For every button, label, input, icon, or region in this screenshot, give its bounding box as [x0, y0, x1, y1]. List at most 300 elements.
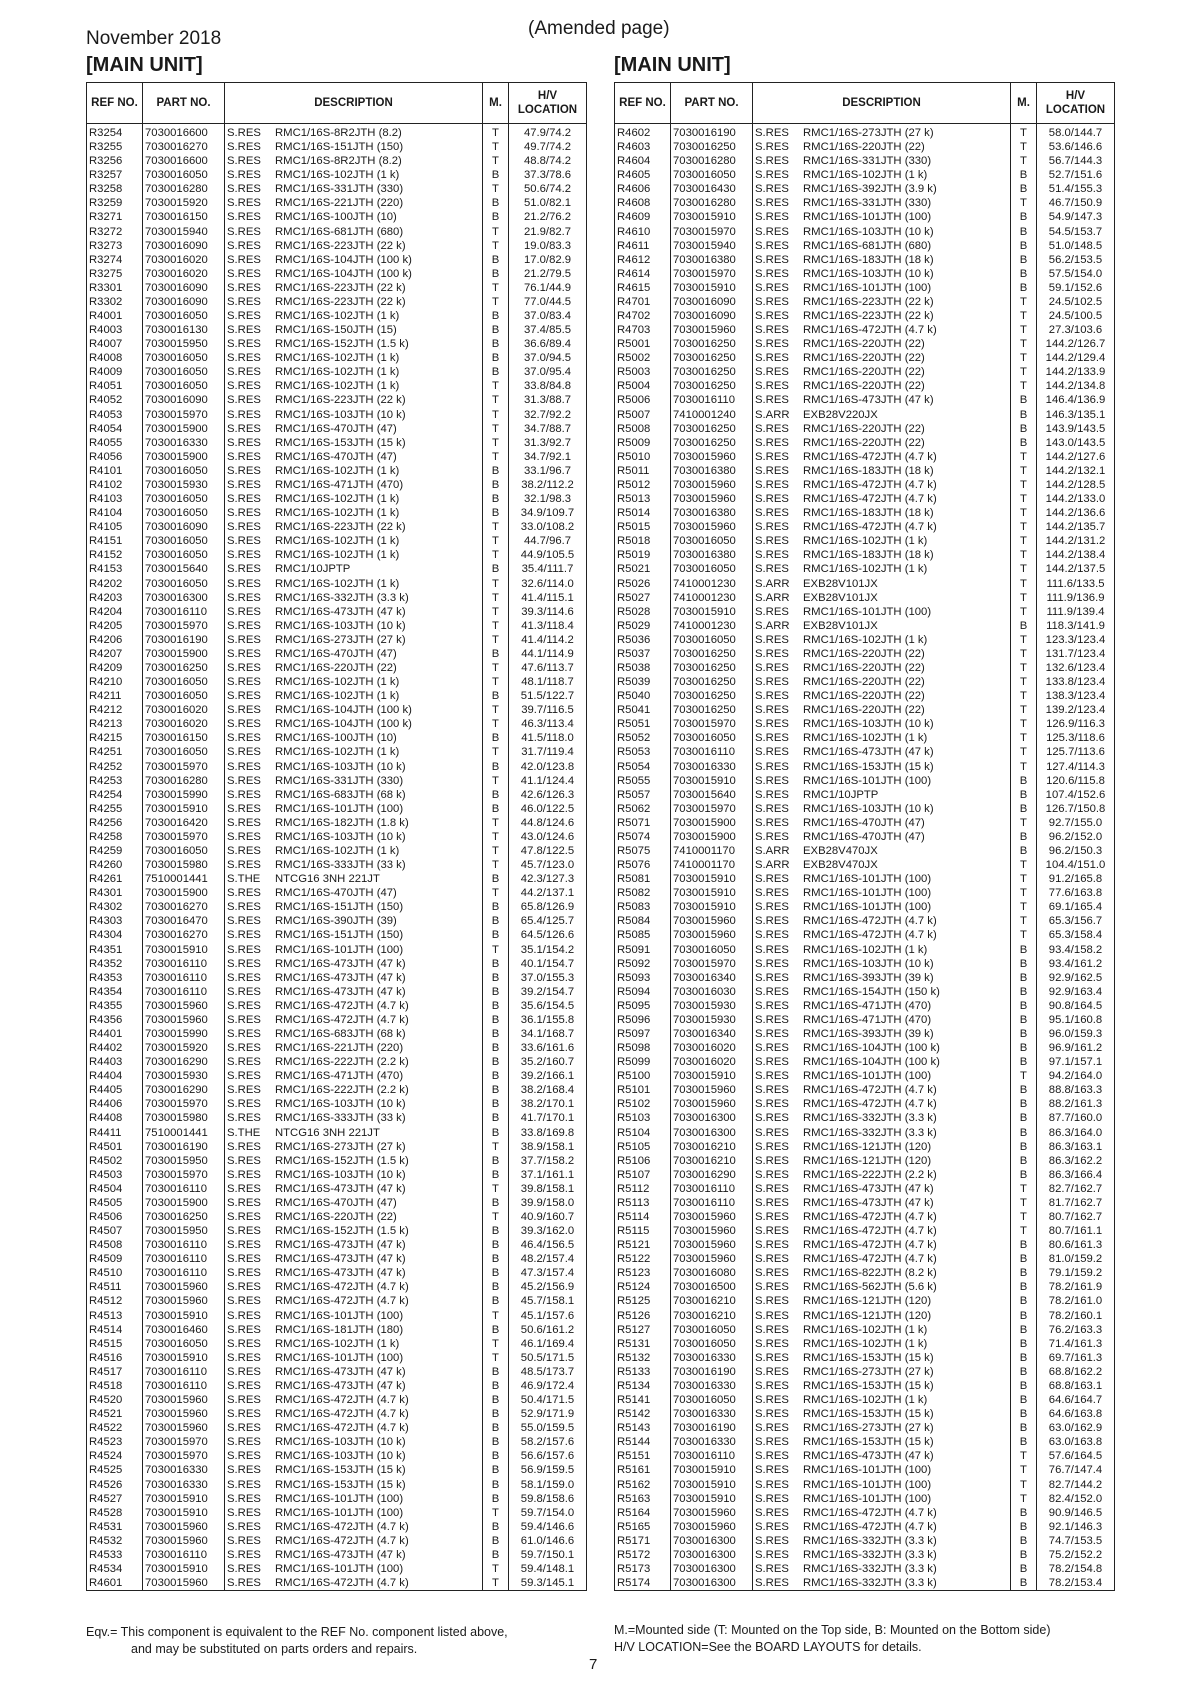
table-row: [615, 1196, 1115, 1210]
part-number-cell: 7030015640: [671, 788, 753, 802]
mounted-side-cell: B: [483, 928, 509, 942]
component-type: S.RES: [227, 1028, 261, 1040]
part-number-cell: 7030015910: [143, 1506, 225, 1520]
part-number-cell: 7030015960: [671, 450, 753, 464]
hv-location-cell: 57.5/154.0: [1037, 267, 1115, 281]
ref-cell: R5113: [615, 1196, 671, 1210]
description-cell: [225, 647, 483, 661]
component-type: S.RES: [755, 1182, 789, 1195]
component-description: RMC1/16S-473JTH (47 k): [803, 1182, 934, 1195]
hv-location-cell: 39.2/154.7: [509, 985, 587, 999]
component-type: S.RES: [755, 422, 789, 435]
mounted-side-cell: T: [1011, 534, 1037, 548]
component-description: RMC1/16S-153JTH (15 k): [803, 1436, 934, 1449]
component-description: RMC1/16S-472JTH (4.7 k): [275, 1422, 409, 1435]
component-description: EXB28V101JX: [803, 619, 878, 632]
footnote-hv-location: H/V LOCATION=See the BOARD LAYOUTS for details.: [614, 1640, 922, 1654]
component-description: RMC1/16S-473JTH (47 k): [275, 1365, 406, 1378]
ref-cell: R3271: [87, 210, 143, 224]
description-cell: [225, 1041, 483, 1055]
component-description: RMC1/16S-470JTH (47): [275, 422, 397, 435]
table-row: [615, 253, 1115, 267]
ref-cell: R5132: [615, 1351, 671, 1365]
hv-location-cell: 131.7/123.4: [1037, 647, 1115, 661]
description-cell: [753, 985, 1011, 999]
hv-location-cell: 96.2/152.0: [1037, 830, 1115, 844]
part-number-cell: 7030015960: [671, 323, 753, 337]
footnote-equivalent-line1: Eqv.= This component is equivalent to the REF No. component listed above,: [86, 1625, 508, 1639]
hv-location-cell: 68.8/162.2: [1037, 1365, 1115, 1379]
ref-cell: R3272: [87, 225, 143, 239]
hv-location-cell: 37.3/78.6: [509, 168, 587, 182]
hv-location-cell: 44.7/96.7: [509, 534, 587, 548]
hv-location-cell: 92.9/163.4: [1037, 985, 1115, 999]
hv-location-cell: 138.3/123.4: [1037, 689, 1115, 703]
part-number-cell: 7410001230: [671, 591, 753, 605]
description-cell: [753, 788, 1011, 802]
table-row: [615, 999, 1115, 1013]
component-type: S.RES: [227, 802, 261, 815]
table-row: [87, 182, 587, 196]
component-description: RMC1/16S-223JTH (22 k): [803, 295, 934, 308]
mounted-side-cell: T: [483, 816, 509, 830]
part-number-cell: 7030015930: [671, 1013, 753, 1027]
part-number-cell: 7030015960: [143, 999, 225, 1013]
description-cell: [225, 309, 483, 323]
mounted-side-cell: T: [1011, 140, 1037, 154]
description-cell: [225, 914, 483, 928]
part-number-cell: 7030015970: [671, 957, 753, 971]
description-cell: [225, 1238, 483, 1252]
component-type: S.RES: [227, 1577, 261, 1590]
description-cell: [753, 1126, 1011, 1140]
mounted-side-cell: B: [483, 1435, 509, 1449]
part-number-cell: 7030015970: [143, 1097, 225, 1111]
component-description: RMC1/16S-223JTH (22 k): [275, 295, 406, 308]
component-type: S.RES: [227, 169, 261, 182]
hv-location-cell: 59.4/146.6: [509, 1520, 587, 1534]
ref-cell: R5004: [615, 379, 671, 393]
hv-location-cell: 51.4/155.3: [1037, 182, 1115, 196]
component-description: RMC1/16S-103JTH (10 k): [803, 267, 934, 280]
component-description: RMC1/16S-101JTH (100): [275, 1492, 404, 1505]
component-type: S.RES: [227, 1211, 261, 1224]
component-type: S.RES: [227, 408, 261, 421]
description-cell: [753, 830, 1011, 844]
ref-cell: R4520: [87, 1393, 143, 1407]
component-description: RMC1/16S-332JTH (3.3 k): [803, 1577, 937, 1590]
component-description: RMC1/16S-331JTH (330): [275, 774, 404, 787]
description-cell: [753, 802, 1011, 816]
hv-location-cell: 88.8/163.3: [1037, 1083, 1115, 1097]
mounted-side-cell: B: [1011, 844, 1037, 858]
component-type: S.RES: [755, 1365, 789, 1378]
component-description: RMC1/16S-472JTH (4.7 k): [803, 1225, 937, 1238]
mounted-side-cell: B: [483, 1083, 509, 1097]
component-description: RMC1/16S-101JTH (100): [275, 1309, 404, 1322]
ref-cell: R5082: [615, 886, 671, 900]
component-description: RMC1/16S-472JTH (4.7 k): [275, 1295, 409, 1308]
unit-title-left: [MAIN UNIT]: [86, 54, 203, 76]
ref-cell: R3275: [87, 267, 143, 281]
ref-cell: R5096: [615, 1013, 671, 1027]
mounted-side-cell: T: [1011, 872, 1037, 886]
hv-location-cell: 40.1/154.7: [509, 957, 587, 971]
hv-location-cell: 21.2/76.2: [509, 210, 587, 224]
part-number-cell: 7030015960: [143, 1393, 225, 1407]
hv-location-cell: 61.0/146.6: [509, 1534, 587, 1548]
table-row: [87, 703, 587, 717]
description-cell: [225, 267, 483, 281]
mounted-side-cell: B: [483, 914, 509, 928]
component-description: RMC1/16S-102JTH (1 k): [275, 169, 400, 182]
table-row: [87, 1111, 587, 1125]
component-type: S.RES: [227, 943, 261, 956]
hv-location-cell: 37.4/85.5: [509, 323, 587, 337]
hv-location-cell: 51.5/122.7: [509, 689, 587, 703]
hv-location-cell: 88.2/161.3: [1037, 1097, 1115, 1111]
mounted-side-cell: B: [1011, 168, 1037, 182]
mounted-side-cell: B: [483, 957, 509, 971]
description-cell: [225, 760, 483, 774]
component-type: S.RES: [755, 281, 789, 294]
component-description: RMC1/16S-101JTH (100): [803, 873, 932, 886]
component-description: RMC1/16S-470JTH (47): [275, 450, 397, 463]
ref-cell: R5018: [615, 534, 671, 548]
description-cell: [753, 858, 1011, 872]
component-type: S.RES: [755, 1098, 789, 1111]
part-number-cell: 7030016340: [671, 971, 753, 985]
component-description: RMC1/16S-220JTH (22): [803, 690, 925, 703]
mounted-side-cell: B: [483, 1463, 509, 1477]
component-type: S.RES: [227, 1084, 261, 1097]
mounted-side-cell: T: [1011, 124, 1037, 141]
table-row: [87, 1055, 587, 1069]
ref-cell: R4411: [87, 1126, 143, 1140]
description-cell: [225, 464, 483, 478]
mounted-side-cell: B: [483, 1492, 509, 1506]
component-type: S.ARR: [755, 844, 790, 857]
component-description: RMC1/16S-332JTH (3.3 k): [803, 1534, 937, 1547]
component-description: RMC1/16S-681JTH (680): [275, 225, 404, 238]
hv-location-cell: 48.5/173.7: [509, 1365, 587, 1379]
description-cell: [225, 1140, 483, 1154]
description-cell: [225, 1027, 483, 1041]
table-row: [87, 534, 587, 548]
description-cell: [225, 1421, 483, 1435]
component-type: S.RES: [755, 1394, 789, 1407]
mounted-side-cell: T: [483, 182, 509, 196]
table-row: [87, 1154, 587, 1168]
part-number-cell: 7030015960: [671, 520, 753, 534]
component-type: S.RES: [227, 507, 261, 520]
ref-cell: R4255: [87, 802, 143, 816]
component-description: RMC1/16S-472JTH (4.7 k): [275, 1394, 409, 1407]
mounted-side-cell: B: [1011, 1365, 1037, 1379]
component-description: RMC1/16S-223JTH (22 k): [275, 239, 406, 252]
table-row: [615, 1407, 1115, 1421]
part-number-cell: 7030016380: [671, 548, 753, 562]
mounted-side-cell: B: [1011, 1055, 1037, 1069]
mounted-side-cell: T: [1011, 154, 1037, 168]
hv-location-cell: 34.1/168.7: [509, 1027, 587, 1041]
table-row: [87, 886, 587, 900]
part-number-cell: 7030016380: [671, 464, 753, 478]
description-cell: [753, 1252, 1011, 1266]
description-cell: [225, 450, 483, 464]
component-type: S.RES: [227, 746, 261, 759]
mounted-side-cell: B: [1011, 1041, 1037, 1055]
part-number-cell: 7030016250: [671, 661, 753, 675]
component-type: S.RES: [227, 844, 261, 857]
table-row: [87, 365, 587, 379]
component-description: RMC1/16S-102JTH (1 k): [275, 577, 400, 590]
mounted-side-cell: B: [1011, 1351, 1037, 1365]
hv-location-cell: 36.1/155.8: [509, 1013, 587, 1027]
description-cell: [753, 1407, 1011, 1421]
mounted-side-cell: T: [1011, 548, 1037, 562]
ref-cell: R4533: [87, 1548, 143, 1562]
description-cell: [753, 1027, 1011, 1041]
table-row: [87, 745, 587, 759]
part-number-cell: 7030016110: [143, 1182, 225, 1196]
table-row: [615, 196, 1115, 210]
component-type: S.RES: [755, 1140, 789, 1153]
description-cell: [225, 393, 483, 407]
table-row: [87, 661, 587, 675]
hv-location-cell: 42.3/127.3: [509, 872, 587, 886]
description-cell: [225, 124, 483, 141]
component-type: S.RES: [227, 1309, 261, 1322]
part-number-cell: 7030016250: [671, 675, 753, 689]
mounted-side-cell: B: [483, 1421, 509, 1435]
part-number-cell: 7030016090: [143, 239, 225, 253]
part-number-cell: 7030015950: [143, 1224, 225, 1238]
component-type: S.RES: [755, 366, 789, 379]
hv-location-cell: 44.9/105.5: [509, 548, 587, 562]
table-row: [87, 1168, 587, 1182]
mounted-side-cell: B: [483, 478, 509, 492]
part-number-cell: 7030015960: [671, 1238, 753, 1252]
ref-cell: R4406: [87, 1097, 143, 1111]
ref-cell: R5010: [615, 450, 671, 464]
part-number-cell: 7030015910: [143, 1351, 225, 1365]
hv-location-cell: 19.0/83.3: [509, 239, 587, 253]
description-cell: [225, 1351, 483, 1365]
part-number-cell: 7030015640: [143, 562, 225, 576]
hv-location-cell: 144.2/126.7: [1037, 337, 1115, 351]
mounted-side-cell: B: [1011, 971, 1037, 985]
parts-table-right: [614, 82, 1115, 1591]
part-number-cell: 7030016190: [143, 633, 225, 647]
component-description: RMC1/10JPTP: [803, 788, 879, 801]
description-cell: [225, 1069, 483, 1083]
table-row: [615, 295, 1115, 309]
ref-cell: R4524: [87, 1449, 143, 1463]
table-row: [615, 1309, 1115, 1323]
component-description: RMC1/16S-220JTH (22): [803, 661, 925, 674]
description-cell: [225, 928, 483, 942]
mounted-side-cell: T: [483, 844, 509, 858]
mounted-side-cell: T: [483, 1506, 509, 1520]
ref-cell: R5009: [615, 436, 671, 450]
hv-location-cell: 92.9/162.5: [1037, 971, 1115, 985]
table-row: [87, 408, 587, 422]
hv-location-cell: 31.7/119.4: [509, 745, 587, 759]
part-number-cell: 7030015930: [143, 1069, 225, 1083]
component-description: RMC1/16S-181JTH (180): [275, 1323, 404, 1336]
description-cell: [753, 675, 1011, 689]
table-row: [87, 802, 587, 816]
hv-location-cell: 24.5/100.5: [1037, 309, 1115, 323]
part-number-cell: 7030016050: [143, 1337, 225, 1351]
component-description: RMC1/16S-220JTH (22): [803, 366, 925, 379]
mounted-side-cell: B: [483, 1323, 509, 1337]
mounted-side-cell: B: [483, 365, 509, 379]
description-cell: [225, 774, 483, 788]
ref-cell: R5122: [615, 1252, 671, 1266]
part-number-cell: 7030016600: [143, 154, 225, 168]
hv-location-cell: 76.7/147.4: [1037, 1463, 1115, 1477]
component-description: RMC1/16S-101JTH (100): [275, 943, 404, 956]
ref-cell: R4009: [87, 365, 143, 379]
part-number-cell: 7030015910: [143, 802, 225, 816]
part-number-cell: 7030015910: [671, 872, 753, 886]
part-number-cell: 7030016110: [143, 971, 225, 985]
component-type: S.RES: [227, 633, 261, 646]
ref-cell: R5165: [615, 1520, 671, 1534]
table-row: [87, 520, 587, 534]
description-cell: [753, 928, 1011, 942]
mounted-side-cell: B: [1011, 1280, 1037, 1294]
component-description: RMC1/16S-473JTH (47 k): [275, 957, 406, 970]
part-number-cell: 7030015900: [671, 830, 753, 844]
ref-cell: R4405: [87, 1083, 143, 1097]
ref-cell: R4525: [87, 1463, 143, 1477]
component-type: S.RES: [755, 718, 789, 731]
mounted-side-cell: T: [1011, 351, 1037, 365]
table-row: [615, 1379, 1115, 1393]
description-cell: [753, 900, 1011, 914]
component-type: S.RES: [755, 478, 789, 491]
description-cell: [753, 717, 1011, 731]
mounted-side-cell: T: [1011, 1069, 1037, 1083]
component-type: S.RES: [227, 901, 261, 914]
description-cell: [753, 1196, 1011, 1210]
part-number-cell: 7030016430: [671, 182, 753, 196]
ref-cell: R4213: [87, 717, 143, 731]
part-number-cell: 7030015910: [143, 1492, 225, 1506]
mounted-side-cell: B: [1011, 788, 1037, 802]
description-cell: [753, 365, 1011, 379]
mounted-side-cell: T: [483, 1309, 509, 1323]
part-number-cell: 7030016050: [671, 534, 753, 548]
table-row: [87, 872, 587, 886]
hv-location-cell: 143.0/143.5: [1037, 436, 1115, 450]
table-row: [615, 605, 1115, 619]
description-cell: [753, 1562, 1011, 1576]
ref-cell: R5040: [615, 689, 671, 703]
component-description: RMC1/16S-223JTH (22 k): [275, 394, 406, 407]
description-cell: [753, 1379, 1011, 1393]
ref-cell: R5101: [615, 1083, 671, 1097]
ref-cell: R4515: [87, 1337, 143, 1351]
description-cell: [225, 830, 483, 844]
part-number-cell: 7030016050: [671, 168, 753, 182]
mounted-side-cell: B: [1011, 1168, 1037, 1182]
part-number-cell: 7030016050: [143, 675, 225, 689]
part-number-cell: 7030016330: [671, 1351, 753, 1365]
ref-cell: R5029: [615, 619, 671, 633]
component-type: S.RES: [227, 690, 261, 703]
ref-cell: R5172: [615, 1548, 671, 1562]
ref-cell: R4202: [87, 577, 143, 591]
table-row: [615, 408, 1115, 422]
table-row: [615, 619, 1115, 633]
component-type: S.RES: [227, 1478, 261, 1491]
table-row: [615, 1435, 1115, 1449]
mounted-side-cell: B: [1011, 267, 1037, 281]
ref-cell: R5014: [615, 506, 671, 520]
component-description: RMC1/16S-102JTH (1 k): [275, 690, 400, 703]
component-description: RMC1/16S-102JTH (1 k): [275, 366, 400, 379]
table-row: [87, 900, 587, 914]
ref-cell: R3254: [87, 124, 143, 141]
ref-cell: R5091: [615, 943, 671, 957]
description-cell: [225, 1534, 483, 1548]
table-row: [87, 351, 587, 365]
ref-cell: R4212: [87, 703, 143, 717]
ref-cell: R5127: [615, 1323, 671, 1337]
mounted-side-cell: T: [1011, 731, 1037, 745]
hv-location-cell: 74.7/153.5: [1037, 1534, 1115, 1548]
ref-cell: R4258: [87, 830, 143, 844]
ref-cell: R5134: [615, 1379, 671, 1393]
hv-location-cell: 94.2/164.0: [1037, 1069, 1115, 1083]
component-type: S.RES: [755, 225, 789, 238]
mounted-side-cell: B: [483, 210, 509, 224]
ref-cell: R4512: [87, 1294, 143, 1308]
description-cell: [753, 1309, 1011, 1323]
table-row: [87, 1407, 587, 1421]
description-cell: [753, 1210, 1011, 1224]
table-row: [87, 1548, 587, 1562]
component-type: S.RES: [227, 830, 261, 843]
component-type: S.RES: [227, 563, 261, 576]
mounted-side-cell: T: [1011, 492, 1037, 506]
component-description: RMC1/16S-472JTH (4.7 k): [803, 1506, 937, 1519]
mounted-side-cell: T: [1011, 675, 1037, 689]
component-type: S.RES: [755, 1196, 789, 1209]
description-cell: [225, 492, 483, 506]
ref-cell: R4511: [87, 1280, 143, 1294]
hv-location-cell: 41.5/118.0: [509, 731, 587, 745]
mounted-side-cell: B: [1011, 985, 1037, 999]
mounted-side-cell: B: [483, 1548, 509, 1562]
component-type: S.RES: [227, 352, 261, 365]
component-description: RMC1/16S-470JTH (47): [275, 1196, 397, 1209]
table-row: [615, 1351, 1115, 1365]
component-description: RMC1/16S-471JTH (470): [803, 1013, 932, 1026]
component-description: RMC1/16S-102JTH (1 k): [803, 943, 928, 956]
table-row: [87, 1252, 587, 1266]
mounted-side-cell: T: [483, 1562, 509, 1576]
hv-location-cell: 120.6/115.8: [1037, 774, 1115, 788]
part-number-cell: 7030016250: [671, 365, 753, 379]
part-number-cell: 7030015910: [671, 1492, 753, 1506]
hv-location-cell: 31.3/92.7: [509, 436, 587, 450]
component-description: RMC1/16S-102JTH (1 k): [275, 676, 400, 689]
